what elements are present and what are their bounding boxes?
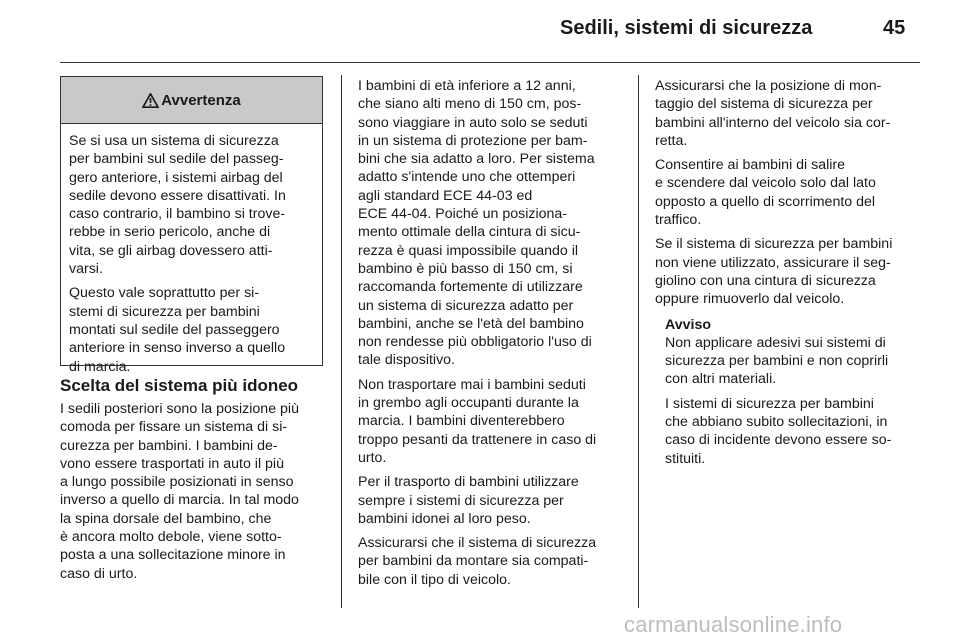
text-line: Questo vale soprattutto per si- (69, 285, 260, 302)
text-line: I sedili posteriori sono la posizione più (60, 401, 299, 417)
text-line: anteriore in senso inverso a quello (69, 340, 286, 357)
text-line: stituiti. (665, 450, 706, 467)
text-line: caso di urto. (60, 565, 138, 582)
text-line: montati sul sedile del passeggero (69, 321, 280, 338)
text-line: curezza per bambini. I bambini de- (60, 437, 278, 454)
column-divider-2 (638, 75, 639, 608)
paragraph (358, 534, 596, 589)
text-line: adatto s'intende uno che ottemperi (358, 169, 576, 186)
text-line: Se si usa un sistema di sicurezza (69, 133, 279, 149)
text-line: retta. (655, 132, 688, 149)
text-line: bambini idonei al loro peso. (358, 510, 531, 527)
text-line: varsi. (69, 261, 103, 278)
warning-triangle-icon (142, 93, 159, 108)
text-line: la spina dorsale del bambino, che (60, 510, 272, 527)
text-line: Se il sistema di sicurezza per bambini (655, 236, 893, 253)
column-divider-1 (341, 75, 342, 608)
notice-title: Avviso (665, 316, 711, 333)
paragraph (655, 235, 892, 308)
text-line: I sistemi di sicurezza per bambini (665, 395, 874, 412)
text-line: taggio del sistema di sicurezza per (655, 96, 873, 113)
text-line: I bambini di età inferiore a 12 anni, (358, 78, 576, 94)
text-line: bambino è più basso di 150 cm, si (358, 260, 573, 277)
text-line: bini che sia adatto a loro. Per sistema (358, 151, 595, 168)
text-line: e scendere dal veicolo solo dal lato (655, 175, 876, 192)
text-line: traffico. (655, 212, 702, 229)
text-line: giolino con una cintura di sicurezza (655, 272, 876, 289)
text-line: sono viaggiare in auto solo se seduti (358, 114, 588, 131)
text-line: Assicurarsi che il sistema di sicurezza (358, 535, 597, 552)
text-line: rezza è quasi impossibile quando il (358, 242, 579, 259)
section-body (60, 400, 299, 583)
warning-paragraph (69, 284, 322, 375)
warning-title: Avvertenza (161, 91, 241, 109)
text-line: rebbe in serio pericolo, anche di (69, 224, 271, 241)
text-line: sedile devono essere disattivati. In (69, 187, 286, 204)
text-line: stemi di sicurezza per bambini (69, 303, 260, 320)
page-number: 45 (883, 17, 906, 39)
text-line: per bambini da montare sia compati- (358, 553, 589, 570)
text-line: sicurezza per bambini e non coprirli (665, 353, 889, 370)
paragraph (358, 473, 596, 528)
warning-header (61, 77, 322, 124)
paragraph (60, 400, 299, 583)
text-line: tale dispositivo. (358, 352, 455, 369)
text-line: Consentire ai bambini di salire (655, 157, 846, 174)
watermark: carmanualsonline.info (624, 612, 843, 637)
text-line: comoda per fissare un sistema di si- (60, 419, 288, 436)
text-line: che siano alti meno di 150 cm, pos- (358, 96, 582, 113)
text-line: Non trasportare mai i bambini seduti (358, 376, 586, 393)
text-line: è ancora molto debole, viene sotto- (60, 529, 282, 546)
text-line: agli standard ECE 44-03 ed (358, 187, 533, 204)
text-line: per bambini sul sedile del passeg- (69, 151, 284, 168)
text-line: marcia. I bambini diventerebbero (358, 413, 565, 430)
text-line: raccomanda fortemente di utilizzare (358, 279, 583, 296)
text-line: vono essere trasportati in auto il più (60, 455, 284, 472)
paragraph (655, 77, 892, 150)
text-line: bambini, anche se l'età del bambino (358, 315, 584, 332)
text-line: a lungo possibile posizionati in senso (60, 474, 294, 491)
warning-paragraph (69, 132, 322, 278)
text-line: Assicurarsi che la posizione di mon- (655, 78, 882, 94)
text-line: oppure rimuoverlo dal veicolo. (655, 291, 845, 308)
text-line: in un sistema di protezione per bam- (358, 132, 588, 149)
text-line: posta a una sollecitazione minore in (60, 547, 286, 564)
text-line: in grembo agli occupanti durante la (358, 395, 579, 412)
warning-body (61, 124, 322, 376)
text-line: caso di incidente devono essere so- (665, 432, 892, 449)
text-line: vita, se gli airbag dovessero atti- (69, 242, 273, 259)
text-line: inverso a quello di marcia. In tal modo (60, 492, 299, 509)
text-line: non rendesse più obbligatorio l'uso di (358, 334, 592, 351)
column-3 (655, 77, 892, 468)
text-line: Non applicare adesivi sui sistemi di (665, 334, 886, 351)
paragraph (358, 376, 596, 467)
paragraph (665, 395, 892, 468)
section-heading: Scelta del sistema più idoneo (60, 376, 299, 395)
text-line: urto. (358, 449, 387, 466)
text-line: ECE 44-04. Poiché un posiziona- (358, 206, 567, 223)
text-line: bile con il tipo di veicolo. (358, 571, 511, 588)
text-line: mento ottimale della cintura di sicu- (358, 224, 581, 241)
column-2 (358, 77, 596, 589)
text-line: che abbiano subito sollecitazioni, in (665, 414, 888, 431)
text-line: opposto a quello di scorrimento del (655, 193, 876, 210)
text-line: di marcia. (69, 358, 131, 375)
text-line: Per il trasporto di bambini utilizzare (358, 474, 579, 491)
text-line: sempre i sistemi di sicurezza per (358, 492, 564, 509)
text-line: troppo pesanti da trattenere in caso di (358, 431, 597, 448)
paragraph (655, 156, 892, 229)
text-line: un sistema di sicurezza adatto per (358, 297, 574, 314)
text-line: caso contrario, il bambino si trove- (69, 206, 286, 223)
text-line: bambini all'interno del veicolo sia cor- (655, 114, 891, 131)
text-line: gero anteriore, i sistemi airbag del (69, 169, 283, 186)
header-divider (60, 62, 920, 63)
text-line: con altri materiali. (665, 371, 777, 388)
page-header-title: Sedili, sistemi di sicurezza (560, 17, 813, 39)
paragraph (665, 334, 892, 389)
text-line: non viene utilizzato, assicurare il seg- (655, 254, 891, 271)
warning-box (60, 76, 323, 375)
paragraph (358, 77, 596, 370)
notice-block (665, 316, 892, 468)
